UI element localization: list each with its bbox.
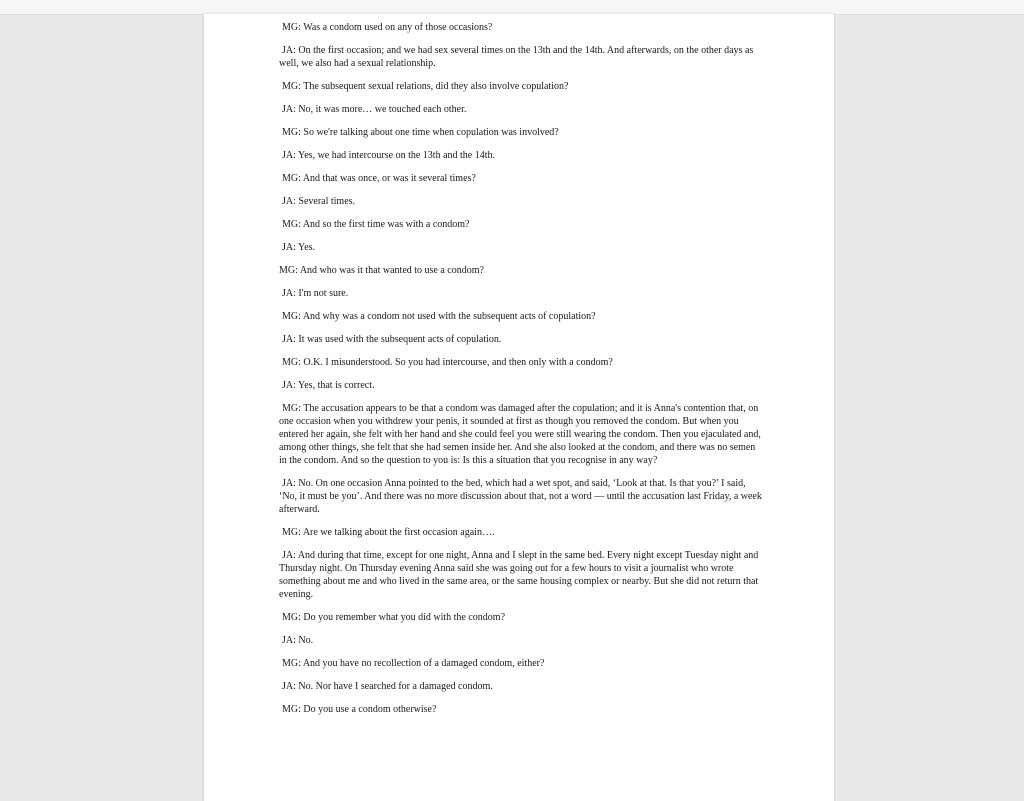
transcript-paragraph: JA: No.	[282, 635, 314, 646]
transcript-paragraph: MG: O.K. I misunderstood. So you had intercourse, and then only with a condom?	[282, 357, 613, 368]
transcript-paragraph: JA: No. Nor have I searched for a damaged condom.	[282, 681, 493, 692]
transcript-paragraph: MG: And why was a condom not used with the subsequent acts of copulation?	[282, 311, 596, 322]
transcript-paragraph: MG: Are we talking about the first occasion again….	[282, 527, 495, 538]
transcript-paragraph: JA: Yes, we had intercourse on the 13th and the 14th.	[282, 150, 496, 161]
transcript-paragraph: MG: So we're talking about one time when copulation was involved?	[282, 127, 559, 138]
document-page[interactable]	[204, 14, 834, 801]
transcript-paragraph: MG: And that was once, or was it several times?	[282, 173, 476, 184]
transcript-paragraph: MG: And so the first time was with a condom?	[282, 219, 470, 230]
transcript-paragraph: JA: Yes, that is correct.	[282, 380, 375, 391]
transcript-paragraph: JA: Several times.	[282, 196, 356, 207]
transcript-paragraph: JA: It was used with the subsequent acts of copulation.	[282, 334, 502, 345]
transcript-paragraph: MG: And who was it that wanted to use a condom?	[279, 265, 484, 276]
transcript-paragraph: MG: Do you use a condom otherwise?	[282, 704, 437, 715]
transcript-paragraph: JA: On the first occasion; and we had sex several times on the 13th and the 14th. And afterwards, on the other days as well, we also had a sexual relationship.	[279, 45, 754, 69]
transcript-paragraph: MG: Was a condom used on any of those occasions?	[282, 22, 493, 33]
transcript-paragraph: JA: And during that time, except for one night, Anna and I slept in the same bed. Every night except Tuesday night and Thursday night. On Thursday evening Anna said she was going out for a few hours to visit a journalist who wrote something about me and who lived in the same area, or the same housing complex or nearby. But she did not return that evening.	[279, 550, 759, 600]
viewer-toolbar	[0, 0, 1024, 15]
transcript-paragraph: JA: I'm not sure.	[282, 288, 349, 299]
transcript-paragraph: MG: The subsequent sexual relations, did they also involve copulation?	[282, 81, 569, 92]
transcript-paragraph: MG: Do you remember what you did with the condom?	[282, 612, 506, 623]
transcript-paragraph: MG: And you have no recollection of a damaged condom, either?	[282, 658, 545, 669]
transcript-paragraph: MG: The accusation appears to be that a condom was damaged after the copulation; and it is Anna's contention that, on one occasion when you withdrew your penis, it sounded at first as though you removed the condom. But when you entered her again, she felt with her hand and she could feel you were still wearing the condom. Then you ejaculated and, among other things, she felt that she had semen inside her. And she also looked at the condom, and there was no semen in the condom. And so the question to you is: Is this a situation that you recognise in any way?	[279, 403, 761, 466]
page-content	[279, 21, 764, 726]
transcript-paragraph: JA: No, it was more… we touched each other.	[282, 104, 467, 115]
transcript-paragraph: JA: Yes.	[282, 242, 316, 253]
transcript-paragraph: JA: No. On one occasion Anna pointed to the bed, which had a wet spot, and said, ‘Look at that. Is that you?’ I said, ‘No, it must be you’. And there was no more discussion about that, not a word — until the accusation last Friday, a week afterward.	[279, 478, 762, 515]
